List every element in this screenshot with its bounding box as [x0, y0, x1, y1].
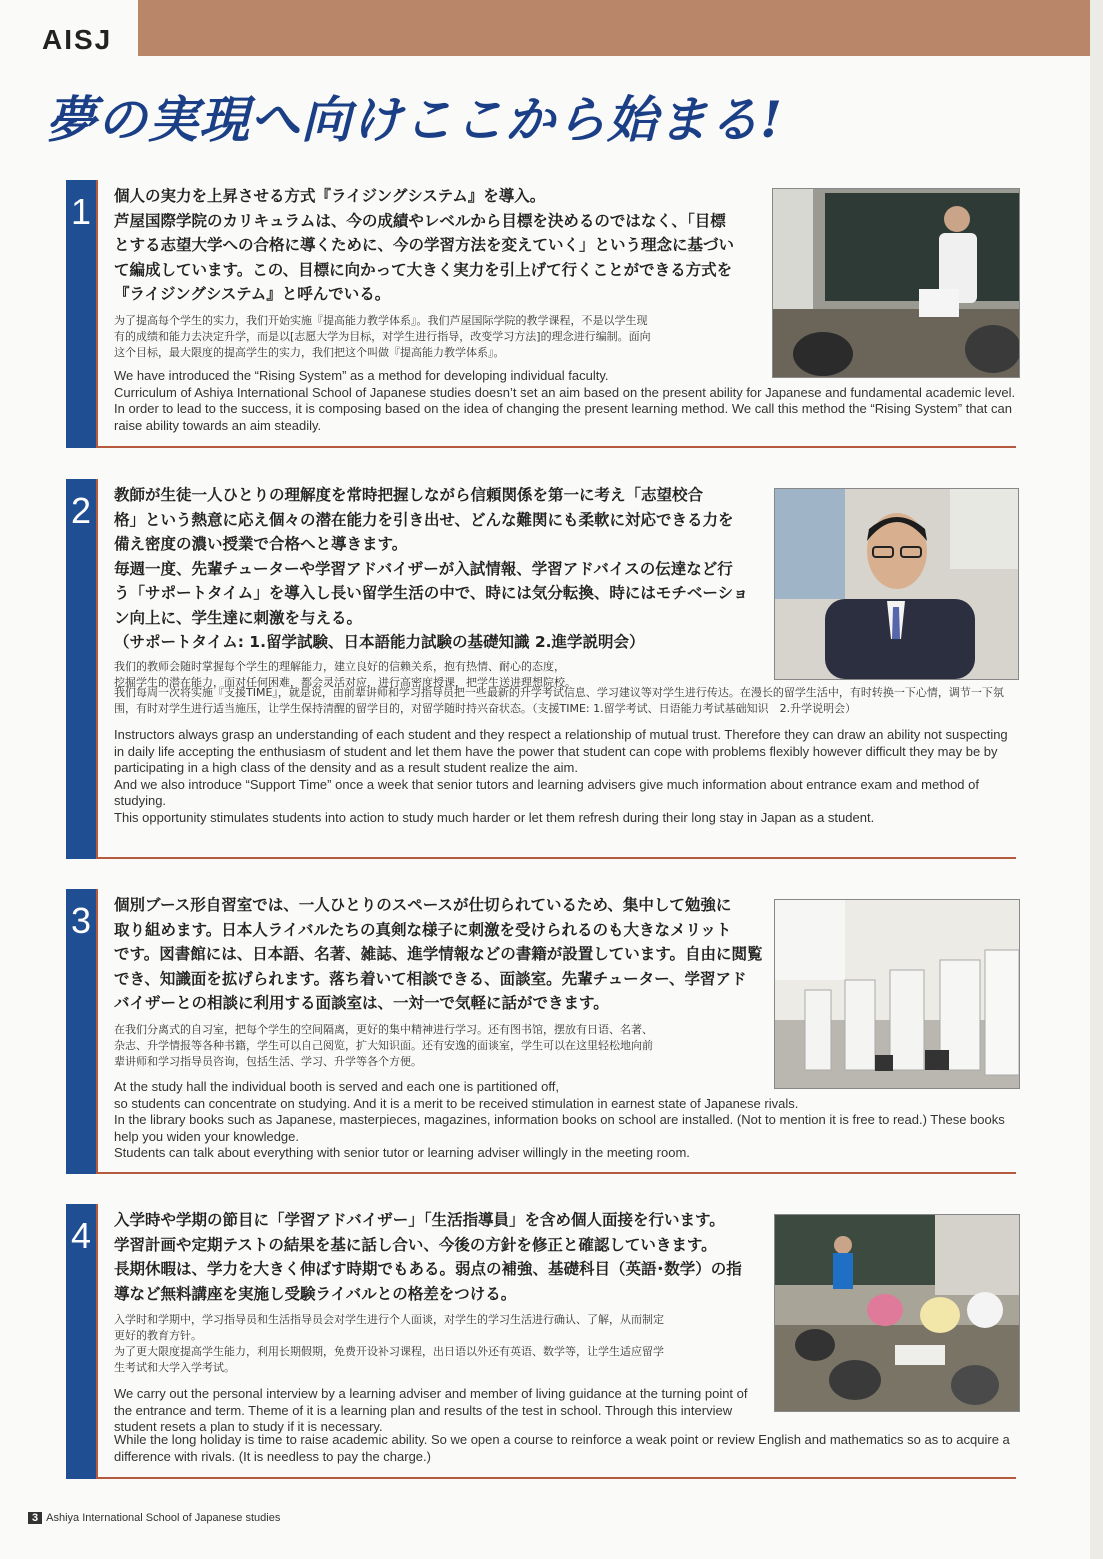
header-bar — [138, 0, 1090, 56]
section-number: 2 — [66, 479, 96, 543]
section-zh-text: 为了提高每个学生的实力，我们开始实施『提高能力教学体系』。我们芦屋国际学院的教学课程，不是以学生现 有的成绩和能力去决定升学，而是以[志愿大学为目标，对学生进行指导，改变学习方法]的理念进行编制。面向 这个目标，最大限度的提高学生的实力，我们把这个叫做『提高能力教学体系』。 — [114, 313, 651, 359]
section-zh-text: 入学时和学期中，学习指导员和生活指导员会对学生进行个人面谈，对学生的学习生活进行确认、了解，从而制定 更好的教育方针。 为了更大限度提高学生能力，利用长期假期，免费开设补习课程，出日语以外还有英语、数学等，让学生适应留学 生考试和大学入学考试。 — [114, 1313, 664, 1374]
section-divider-horizontal — [96, 857, 1016, 859]
classroom-teacher-photo — [772, 188, 1020, 378]
section-divider-vertical — [96, 479, 98, 859]
section-3 — [66, 889, 1018, 1174]
page-footer — [28, 1512, 280, 1524]
study-booth-photo — [774, 899, 1020, 1089]
section-jp-text: 個別ブース形自習室では、一人ひとりのスペースが仕切られているため、集中して勉強に 取り組めます。日本人ライバルたちの真剣な様子に刺激を受けられるのも大きなメリット です。図書館には、日本語、名著、雑誌、進学情報などの書籍が設置しています。自由に閲覧 でき、知識面を拡げられます。落ち着いて相談できる、面談室。先輩チューター、学習アド バイザーとの相談に利用する面談室は、一対一で気軽に話ができます。 — [114, 896, 763, 1012]
section-divider-vertical — [96, 1204, 98, 1479]
section-en-text-wide: While the long holiday is time to raise academic ability. So we open a course to reinforce a weak point or review English and mathematics so as to acquire a difference with rivals. (It is needless to pay the charge.) — [114, 1432, 1010, 1464]
section-divider-horizontal — [96, 1477, 1016, 1479]
section-divider-vertical — [96, 889, 98, 1174]
section-zh-text: 在我们分离式的自习室，把每个学生的空间隔离，更好的集中精神进行学习。还有图书馆，摆放有日语、名著、 杂志、升学情报等各种书籍，学生可以自己阅览，扩大知识面。还有安逸的面谈室，学生可以在这里轻松地向前 辈讲师和学习指导员咨询，包括生活、学习、升学等各个方便。 — [114, 1022, 653, 1068]
section-number: 3 — [66, 889, 96, 953]
section-en-text: We have introduced the “Rising System” as a method for developing individual faculty. Curriculum of Ashiya International School of Japanese studies doesn’t set an aim based on the present ability for Japanese and fundamental academic level. In order to lead to the success, it is composing based on the idea of changing the present learning method. We call this method the “Rising System” that can raise ability towards an aim steadily. — [114, 368, 1016, 433]
section-bar — [66, 953, 96, 1174]
section-jp-text: 教師が生徒一人ひとりの理解度を常時把握しながら信頼関係を第一に考え「志望校合 格」という熱意に応え個々の潜在能力を引き出せ、どんな難関にも柔軟に対応できる力を 備え密度の濃い授業で合格へと導きます。 毎週一度、先輩チューターや学習アドバイザーが入試情報、学習アドバイスの伝達など行 う「サポートタイム」を導入し長い留学生活の中で、時には気分転換、時にはモチベーショ ン向上に、学生達に刺激を与える。 （サポートタイム: 1.留学試験、日本語能力試験の基礎知識 2.進学説明会） — [114, 486, 749, 651]
section-en-text: Instructors always grasp an understanding of each student and they respect a relationship of mutual trust. Therefore they can draw an ability not suspecting in daily life accepting the enthusiasm of student and let them have the power that student can cope with problems flexibly however difficult they may be by participating in a high class of the density and as a result student realize the aim. And we also introduce “Support Time” once a week that senior tutors and learning advisers give much information about entrance exam and method of studying. This opportunity stimulates students into action to study much harder or let them refresh during their long stay in Japan as a student. — [114, 727, 1008, 825]
section-number: 1 — [66, 180, 96, 244]
section-1 — [66, 180, 1018, 448]
section-jp-text: 個人の実力を上昇させる方式『ライジングシステム』を導入。 芦屋国際学院のカリキュラムは、今の成績やレベルから目標を決めるのではなく、「目標 とする志望大学への合格に導くために、今の学習方法を変えていく」という理念に基づい て編成しています。この、目標に向かって大きく実力を引上げて行くことができる方式を 『ライジングシステム』と呼んでいる。 — [114, 187, 735, 303]
section-divider-horizontal — [96, 1172, 1016, 1174]
section-bar — [66, 1268, 96, 1479]
section-bar — [66, 244, 96, 448]
section-zh-text-wide: 我们每周一次将实施『支援TIME』，就是说，由前辈讲师和学习指导员把一些最新的升学考试信息、学习建议等对学生进行传达。在漫长的留学生活中，有时转换一下心情，调节一下氛围，有时对学生进行适当施压，让学生保持清醒的留学目的，对留学随时持兴奋状态。（支援TIME: 1.留学考试、日语能力考试基础知识 2.升学说明会） — [114, 686, 1004, 715]
page-headline: 夢の実現へ向けここから始まる! — [46, 90, 783, 149]
section-4 — [66, 1204, 1018, 1479]
section-en-text: At the study hall the individual booth is served and each one is partitioned off, so students can concentrate on studying. And it is a merit to be received stimulation in earnest state of Japanese rivals. In the library books such as Japanese, masterpieces, magazines, information books on school are installed. (Not to mention it is free to read.) These books help you widen your knowledge. Students can talk about everything with senior tutor or learning adviser willingly in the meeting room. — [114, 1079, 1005, 1160]
school-name: Ashiya International School of Japanese studies — [46, 1512, 281, 1524]
aisj-logo: AISJ — [42, 24, 113, 55]
section-en-text: We carry out the personal interview by a learning adviser and member of living guidance at the turning point of the entrance and term. Theme of it is a learning plan and results of the test in school. Through this interview student resets a plan to study if it is necessary. — [114, 1386, 748, 1434]
section-bar — [66, 543, 96, 859]
section-divider-horizontal — [96, 446, 1016, 448]
classroom-students-photo — [774, 1214, 1020, 1412]
section-zh-text: 我们的教师会随时掌握每个学生的理解能力，建立良好的信赖关系，抱有热情、耐心的态度， 挖掘学生的潜在能力，面对任何困难，都会灵活对应，进行高密度授课，把学生送进理想院校。 — [114, 659, 576, 689]
section-2 — [66, 479, 1018, 859]
page-number: 3 — [28, 1512, 42, 1524]
section-number: 4 — [66, 1204, 96, 1268]
section-divider-vertical — [96, 180, 98, 448]
page-edge — [1090, 0, 1103, 1559]
section-jp-text: 入学時や学期の節目に「学習アドバイザー」「生活指導員」を含め個人面接を行います。 学習計画や定期テストの結果を基に話し合い、今後の方針を修正と確認していきます。 長期休暇は、学力を大きく伸ばす時期でもある。弱点の補強、基礎科目（英語･数学）の指 導など無料講座を実施し受験ライバルとの格差をつける。 — [114, 1211, 742, 1303]
teacher-portrait-photo — [774, 488, 1019, 680]
